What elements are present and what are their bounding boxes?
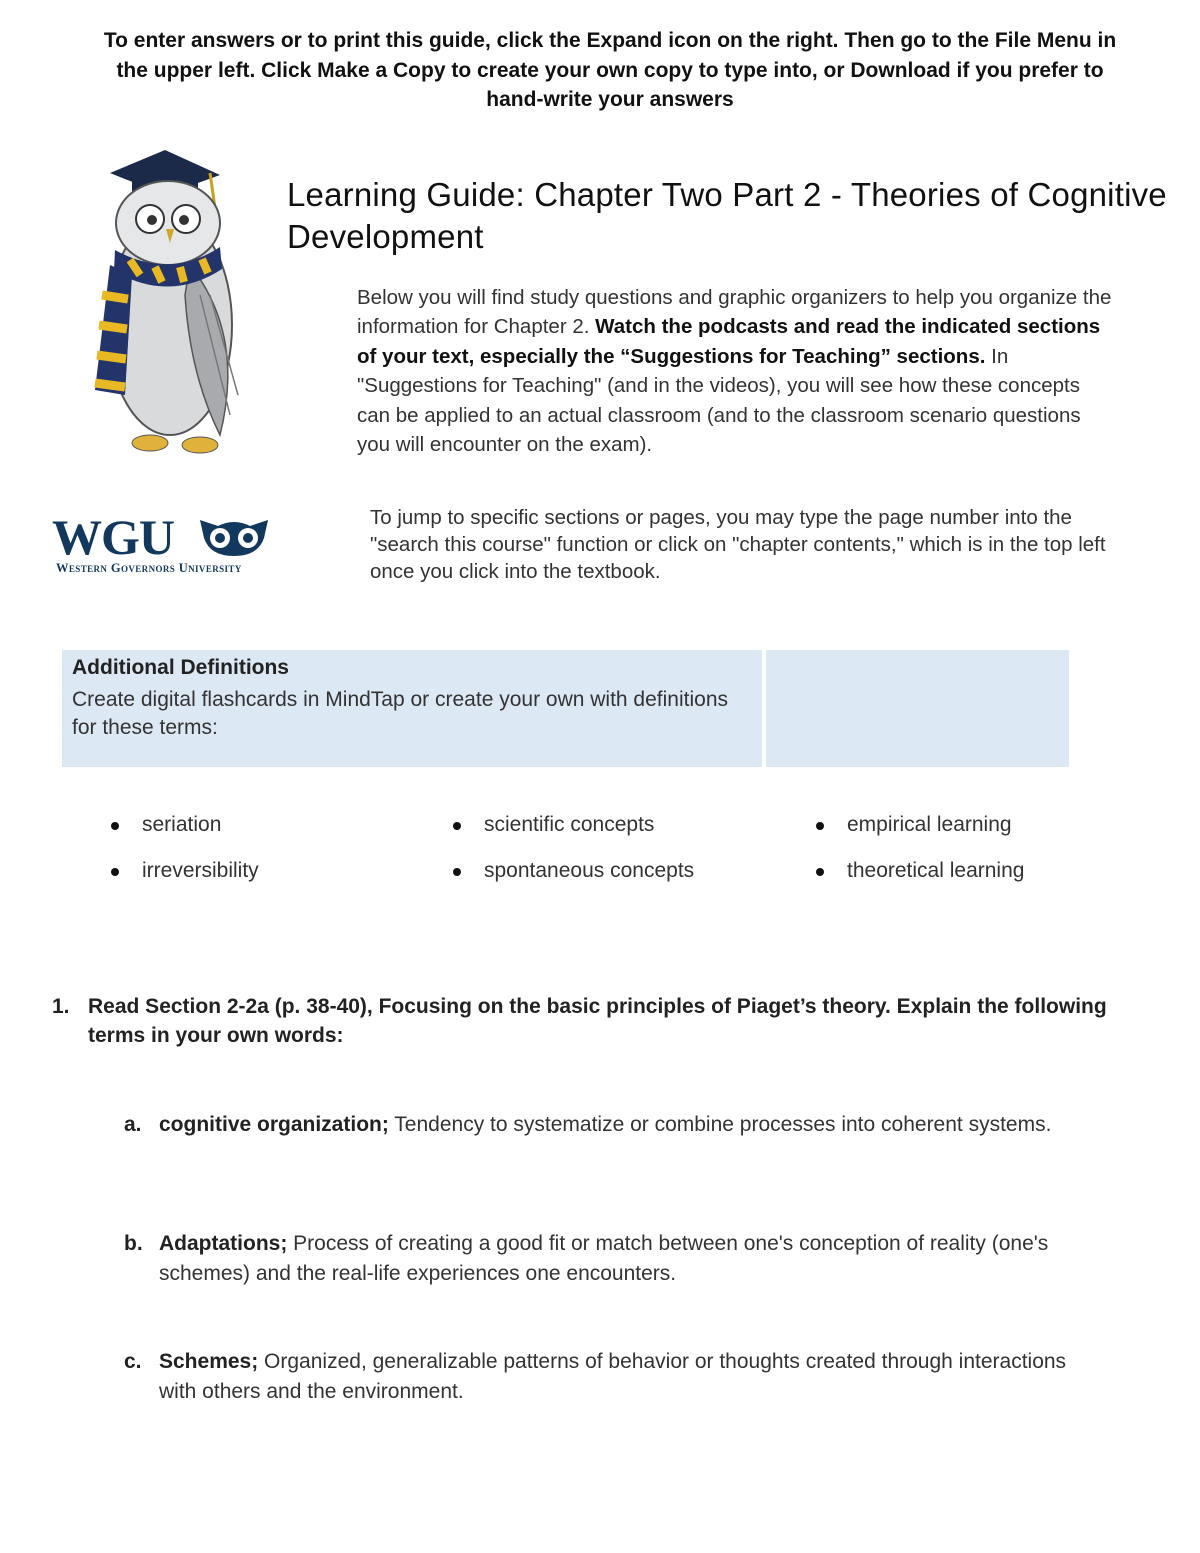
item-letter: a. [124,1113,142,1136]
item-term: Schemes; [159,1350,259,1373]
intro-emphasis: Watch the podcasts and read the indicated sections of your text, especially the “Suggestions for Teaching” sections. [357,315,1101,368]
owl-logo-icon [198,514,270,558]
question-number: 1. [52,995,70,1018]
answer-item-c [124,1347,1084,1406]
intro-text: Below you will find study questions and graphic organizers to help you organize the information for Chapter 2. [357,286,1112,339]
term-item: spontaneous concepts [447,856,694,886]
wgu-logo-subtitle: Western Governors University [56,561,242,575]
question-1 [52,992,1142,1050]
answer-item-b [124,1229,1084,1288]
definitions-heading: Additional Definitions [72,656,289,679]
item-answer[interactable]: Tendency to systematize or combine processes into coherent systems. [388,1113,1052,1136]
question-text: Read Section 2-2a (p. 38-40), Focusing on the basic principles of Piaget’s theory. Explain the following terms in your own words: [88,995,1107,1047]
term-item: empirical learning [810,810,1012,840]
term-item: irreversibility [105,856,259,886]
item-answer[interactable]: Process of creating a good fit or match between one's conception of reality (one's schemes) and the real-life experiences one encounters. [159,1232,1049,1285]
answer-item-a [124,1110,1084,1140]
definitions-table [62,650,1069,767]
item-letter: c. [124,1350,142,1373]
item-answer[interactable]: Organized, generalizable patterns of behavior or thoughts created through interactions with others and the environment. [159,1350,1067,1403]
page-title: Learning Guide: Chapter Two Part 2 - Theories of Cognitive Development [287,176,1167,255]
terms-list [105,810,1105,900]
intro-paragraph [357,283,1117,459]
term-item: theoretical learning [810,856,1024,886]
definitions-cell [62,650,762,767]
definitions-empty-cell[interactable] [766,650,1069,767]
term-item: scientific concepts [447,810,654,840]
item-term: Adaptations; [159,1232,288,1255]
term-item: seriation [105,810,221,840]
intro-text-continued: In "Suggestions for Teaching" (and in the videos), you will see how these concepts can be applied to an actual classroom (and to the classroom scenario questions you will encounter on the exam). [357,344,1081,457]
definitions-instruction: Create digital flashcards in MindTap or create your own with definitions for these terms: [72,688,728,739]
jump-instructions: To jump to specific sections or pages, you may type the page number into the "search this course" function or click on "chapter contents," which is in the top left once you click into the textbook. [370,506,1106,583]
item-letter: b. [124,1232,143,1255]
item-term: cognitive organization; [159,1113,389,1136]
owl-mascot-icon [70,145,260,465]
instructions-banner: To enter answers or to print this guide, click the Expand icon on the right. Then go to the File Menu in the upper left. Click Make a Copy to create your own copy to type into, or Download if you prefer to hand-write your answers [103,29,1117,111]
wgu-logo-wordmark: WGU [52,509,174,565]
